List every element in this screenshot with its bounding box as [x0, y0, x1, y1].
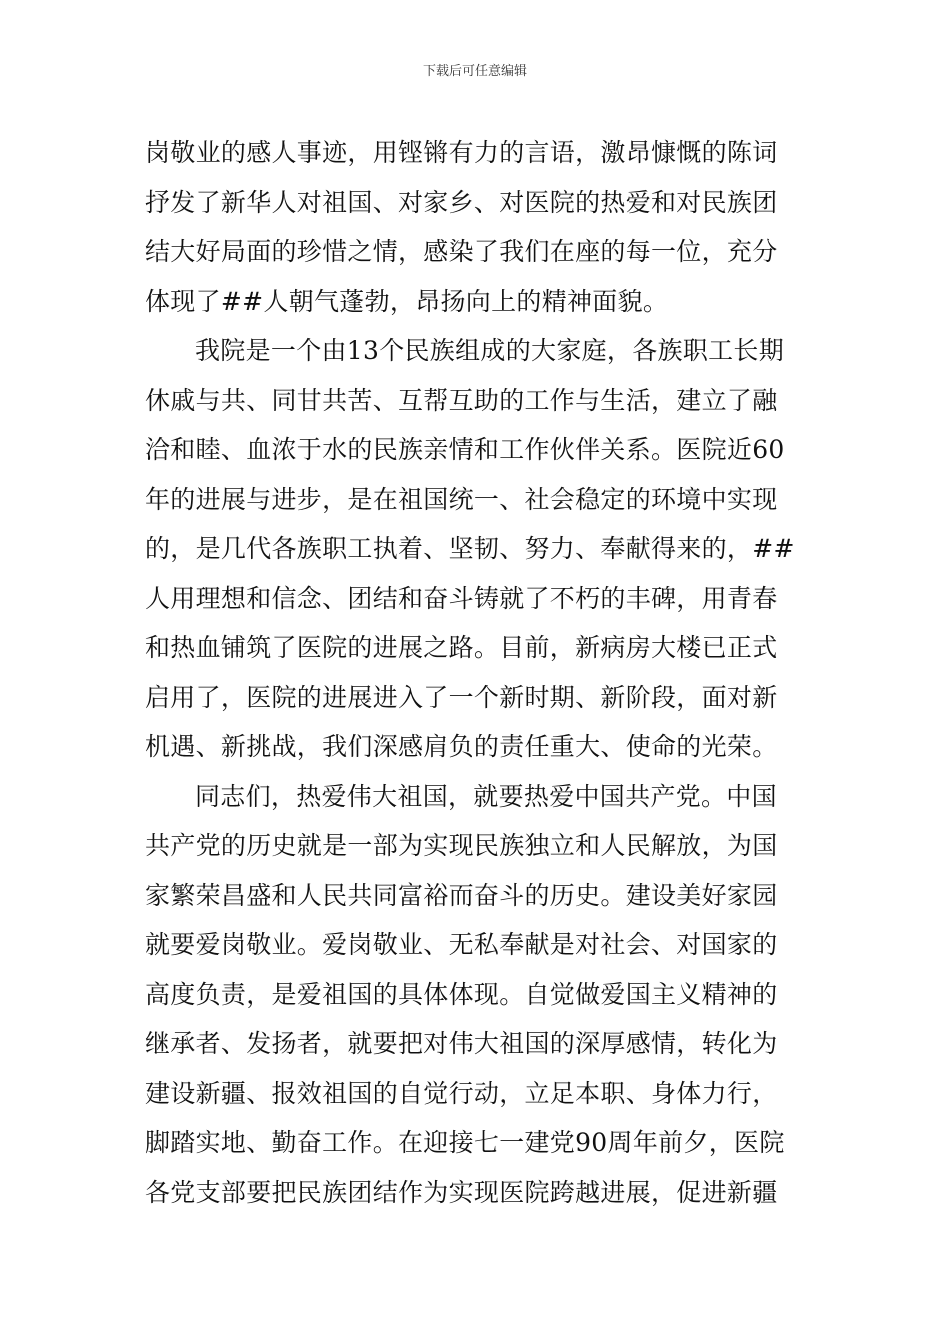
text-line: 机遇、新挑战，我们深感肩负的责任重大、使命的光荣。 [145, 732, 778, 761]
text-line: 继承者、发扬者，就要把对伟大祖国的深厚感情，转化为 [145, 1029, 778, 1058]
text-line: 脚踏实地、勤奋工作。在迎接七一建党90周年前夕，医院 [145, 1128, 785, 1157]
page-header: 下载后可任意编辑 [422, 64, 527, 79]
paragraph-1 [145, 128, 810, 326]
text-line: 洽和睦、血浓于水的民族亲情和工作伙伴关系。医院近60 [145, 435, 785, 464]
text-line: 人用理想和信念、团结和奋斗铸就了不朽的丰碑，用青春 [145, 583, 778, 613]
paragraph-3 [145, 772, 810, 1218]
text-line: 家繁荣昌盛和人民共同富裕而奋斗的历史。建设美好家园 [145, 880, 778, 910]
text-line: 建设新疆、报效祖国的自觉行动，立足本职、身体力行， [145, 1078, 778, 1108]
text-line: 启用了，医院的进展进入了一个新时期、新阶段，面对新 [145, 682, 778, 712]
text-line: 共产党的历史就是一部为实现民族独立和人民解放，为国 [145, 831, 778, 860]
text-line: 就要爱岗敬业。爱岗敬业、无私奉献是对社会、对国家的 [145, 930, 778, 959]
text-line: 年的进展与进步，是在祖国统一、社会稳定的环境中实现 [145, 484, 778, 514]
text-line: 岗敬业的感人事迹，用铿锵有力的言语，激昂慷慨的陈词 [145, 138, 778, 167]
text-line: 抒发了新华人对祖国、对家乡、对医院的热爱和对民族团 [145, 187, 778, 217]
text-line: 和热血铺筑了医院的进展之路。目前，新病房大楼已正式 [145, 633, 778, 662]
text-line: 结大好局面的珍惜之情，感染了我们在座的每一位，充分 [145, 237, 778, 266]
text-line: 各党支部要把民族团结作为实现医院跨越进展，促进新疆 [145, 1177, 778, 1207]
text-line: 高度负责，是爱祖国的具体体现。自觉做爱国主义精神的 [145, 979, 778, 1009]
text-line: 体现了##人朝气蓬勃，昂扬向上的精神面貌。 [145, 286, 669, 316]
text-line: 我院是一个由13个民族组成的大家庭，各族职工长期 [195, 336, 785, 365]
paragraph-2 [145, 326, 810, 772]
text-line: 的，是几代各族职工执着、坚韧、努力、奉献得来的，## [145, 534, 795, 563]
document-body [145, 128, 810, 1217]
text-line: 休戚与共、同甘共苦、互帮互助的工作与生活，建立了融 [145, 385, 778, 415]
text-line: 同志们，热爱伟大祖国，就要热爱中国共产党。中国 [195, 781, 777, 811]
